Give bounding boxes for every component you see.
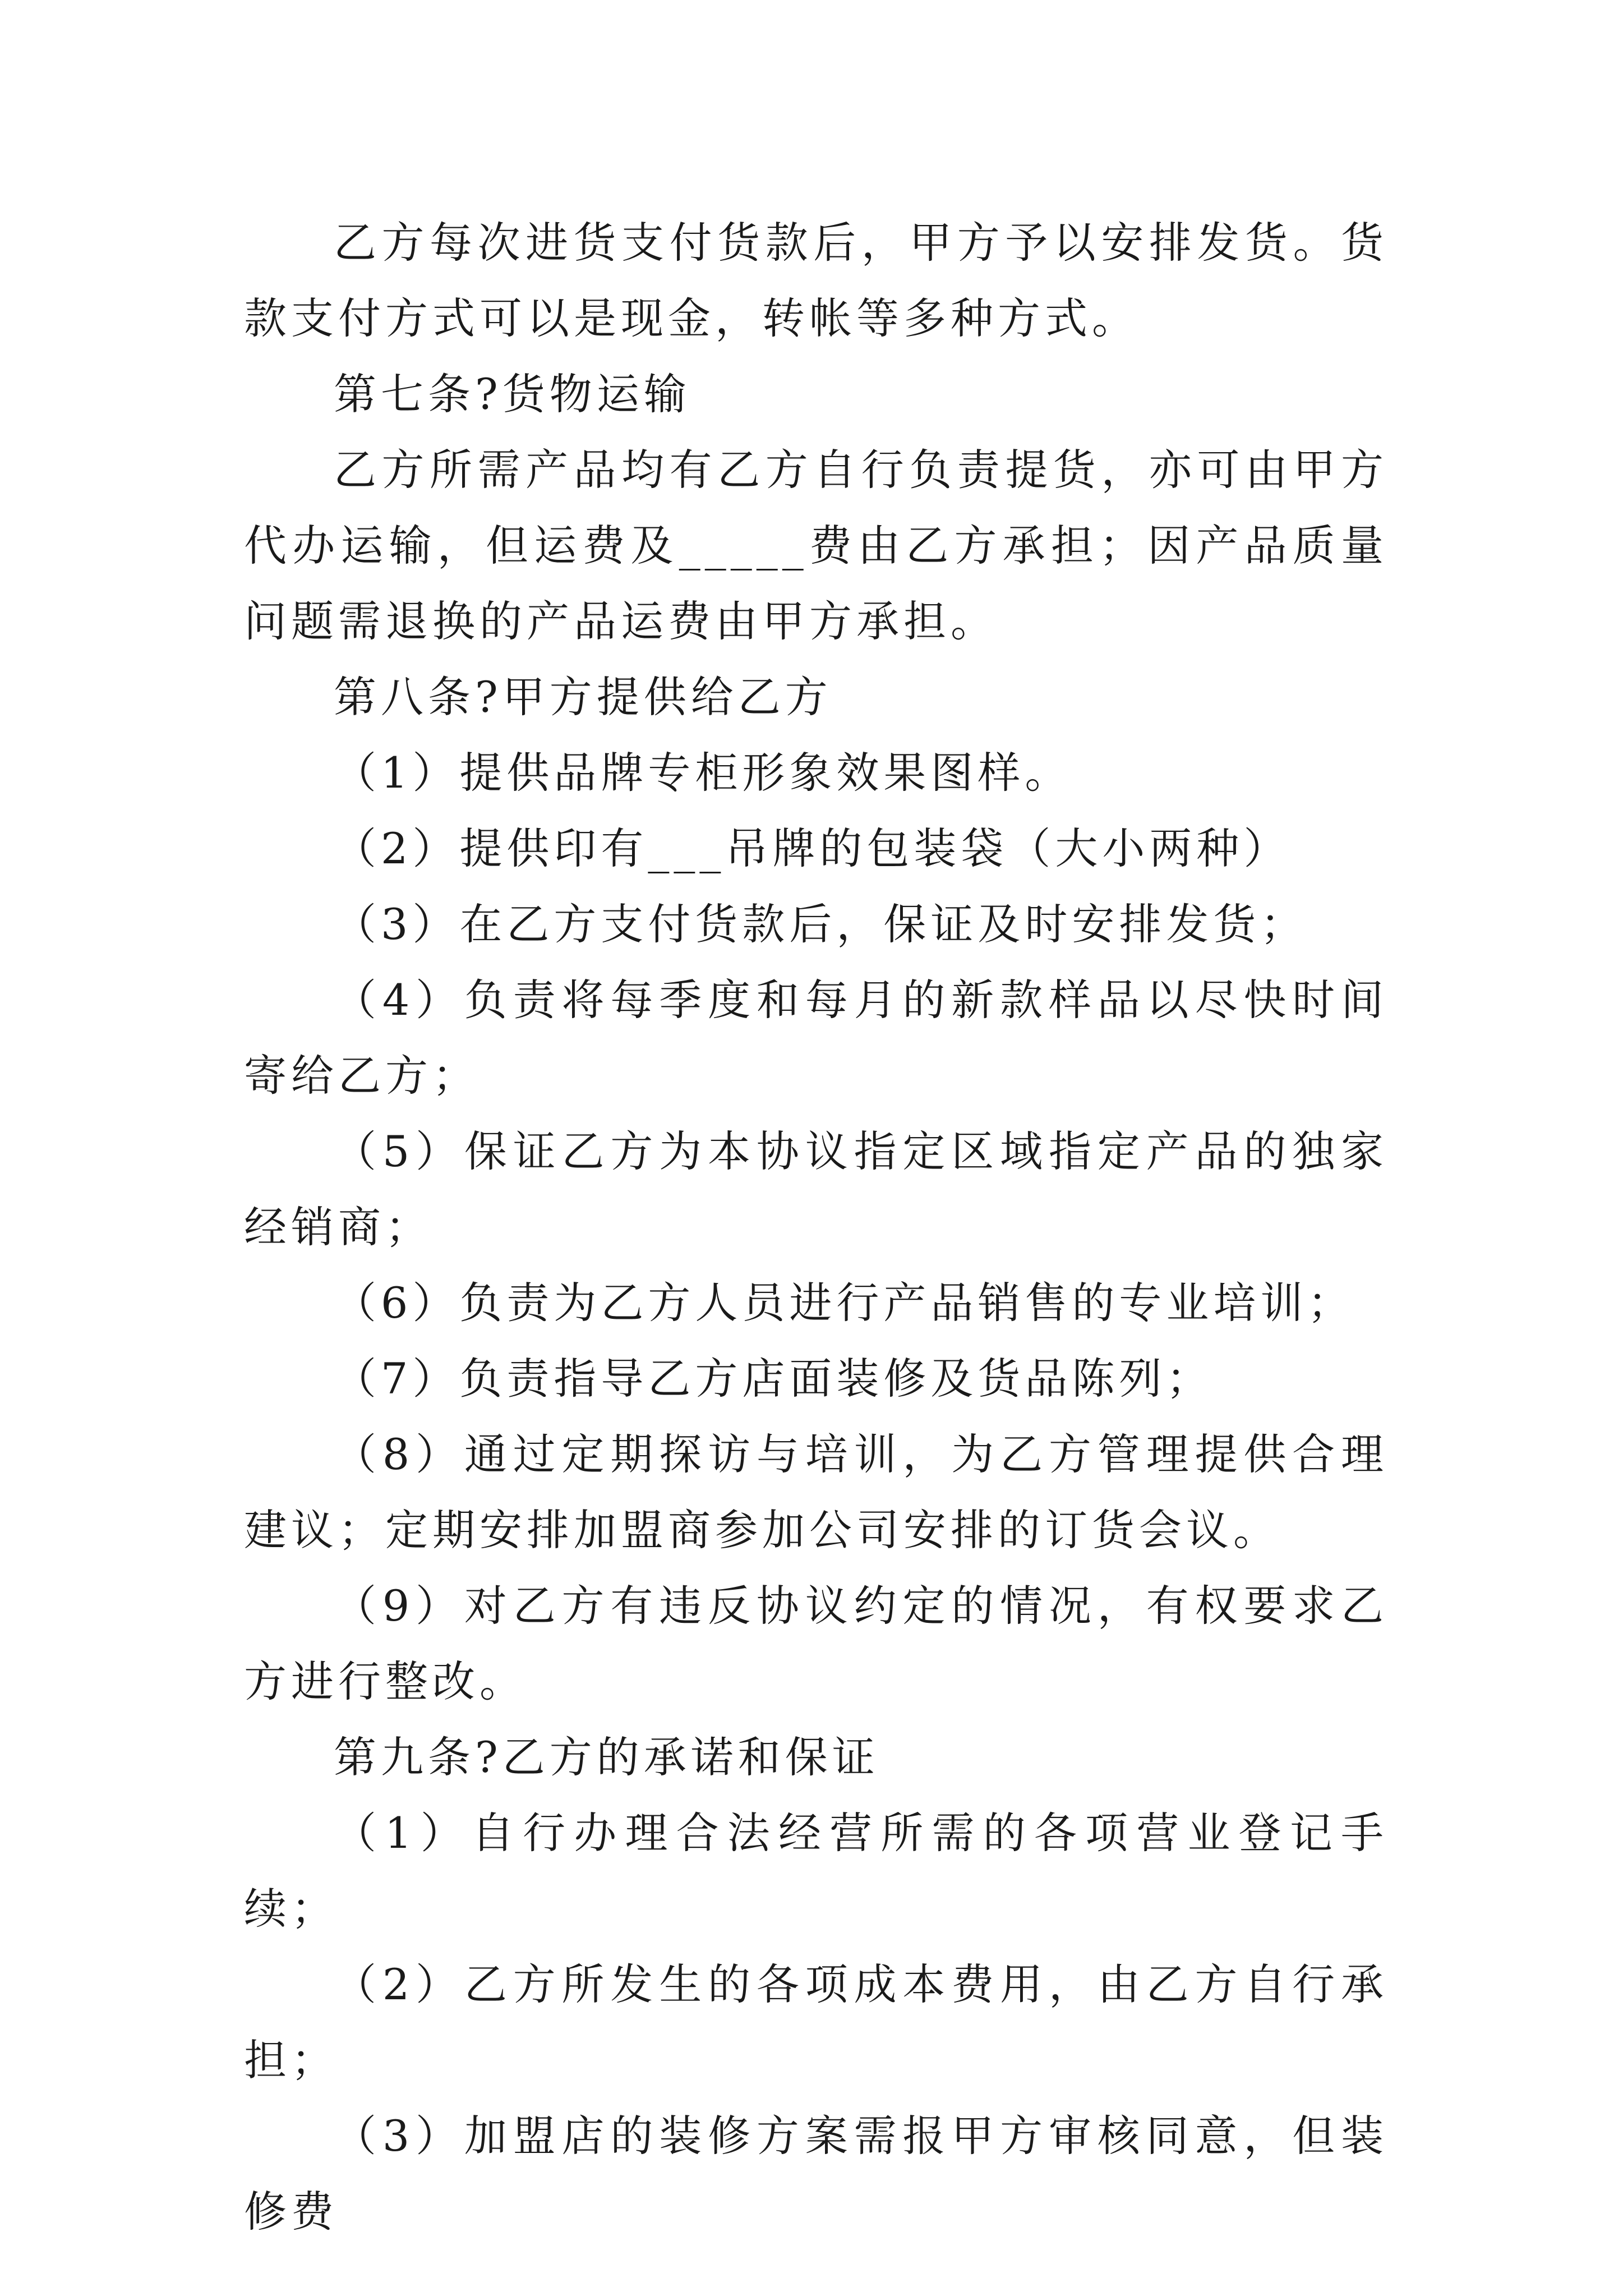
list-item-8-5: （5）保证乙方为本协议指定区域指定产品的独家经销商； xyxy=(244,1126,1388,1252)
list-item-8-8: （8）通过定期探访与培训，为乙方管理提供合理建议；定期安排加盟商参加公司安排的订货会议。 xyxy=(244,1429,1388,1555)
document-body xyxy=(244,205,1388,2249)
heading-article-7-transport: 第七条?货物运输 xyxy=(334,369,691,419)
list-item-9-1: （1）自行办理合法经营所需的各项营业登记手续； xyxy=(244,1808,1388,1934)
list-item-8-7: （7）负责指导乙方店面装修及货品陈列； xyxy=(334,1354,1214,1404)
list-item-8-4: （4）负责将每季度和每月的新款样品以尽快时间寄给乙方； xyxy=(244,975,1388,1101)
list-item-8-3: （3）在乙方支付货款后，保证及时安排发货； xyxy=(334,899,1308,949)
heading-article-8-party-a-provides: 第八条?甲方提供给乙方 xyxy=(334,672,832,722)
heading-article-9-party-b-commitments: 第九条?乙方的承诺和保证 xyxy=(334,1732,879,1782)
paragraph-payment-shipping: 乙方每次进货支付货款后，甲方予以安排发货。货款支付方式可以是现金，转帐等多种方式。 xyxy=(244,218,1388,343)
list-item-9-3: （3）加盟店的装修方案需报甲方审核同意，但装修费 xyxy=(244,2111,1388,2237)
list-item-8-9: （9）对乙方有违反协议约定的情况，有权要求乙方进行整改。 xyxy=(244,1581,1388,1706)
paragraph-transport-terms: 乙方所需产品均有乙方自行负责提货，亦可由甲方代办运输，但运费及_____费由乙方承担；因产品质量问题需退换的产品运费由甲方承担。 xyxy=(244,445,1388,646)
list-item-9-2: （2）乙方所发生的各项成本费用，由乙方自行承担； xyxy=(244,1959,1388,2085)
list-item-8-2: （2）提供印有___吊牌的包装袋（大小两种） xyxy=(334,823,1291,873)
list-item-8-6: （6）负责为乙方人员进行产品销售的专业培训； xyxy=(334,1278,1355,1328)
list-item-8-1: （1）提供品牌专柜形象效果图样。 xyxy=(334,748,1072,798)
